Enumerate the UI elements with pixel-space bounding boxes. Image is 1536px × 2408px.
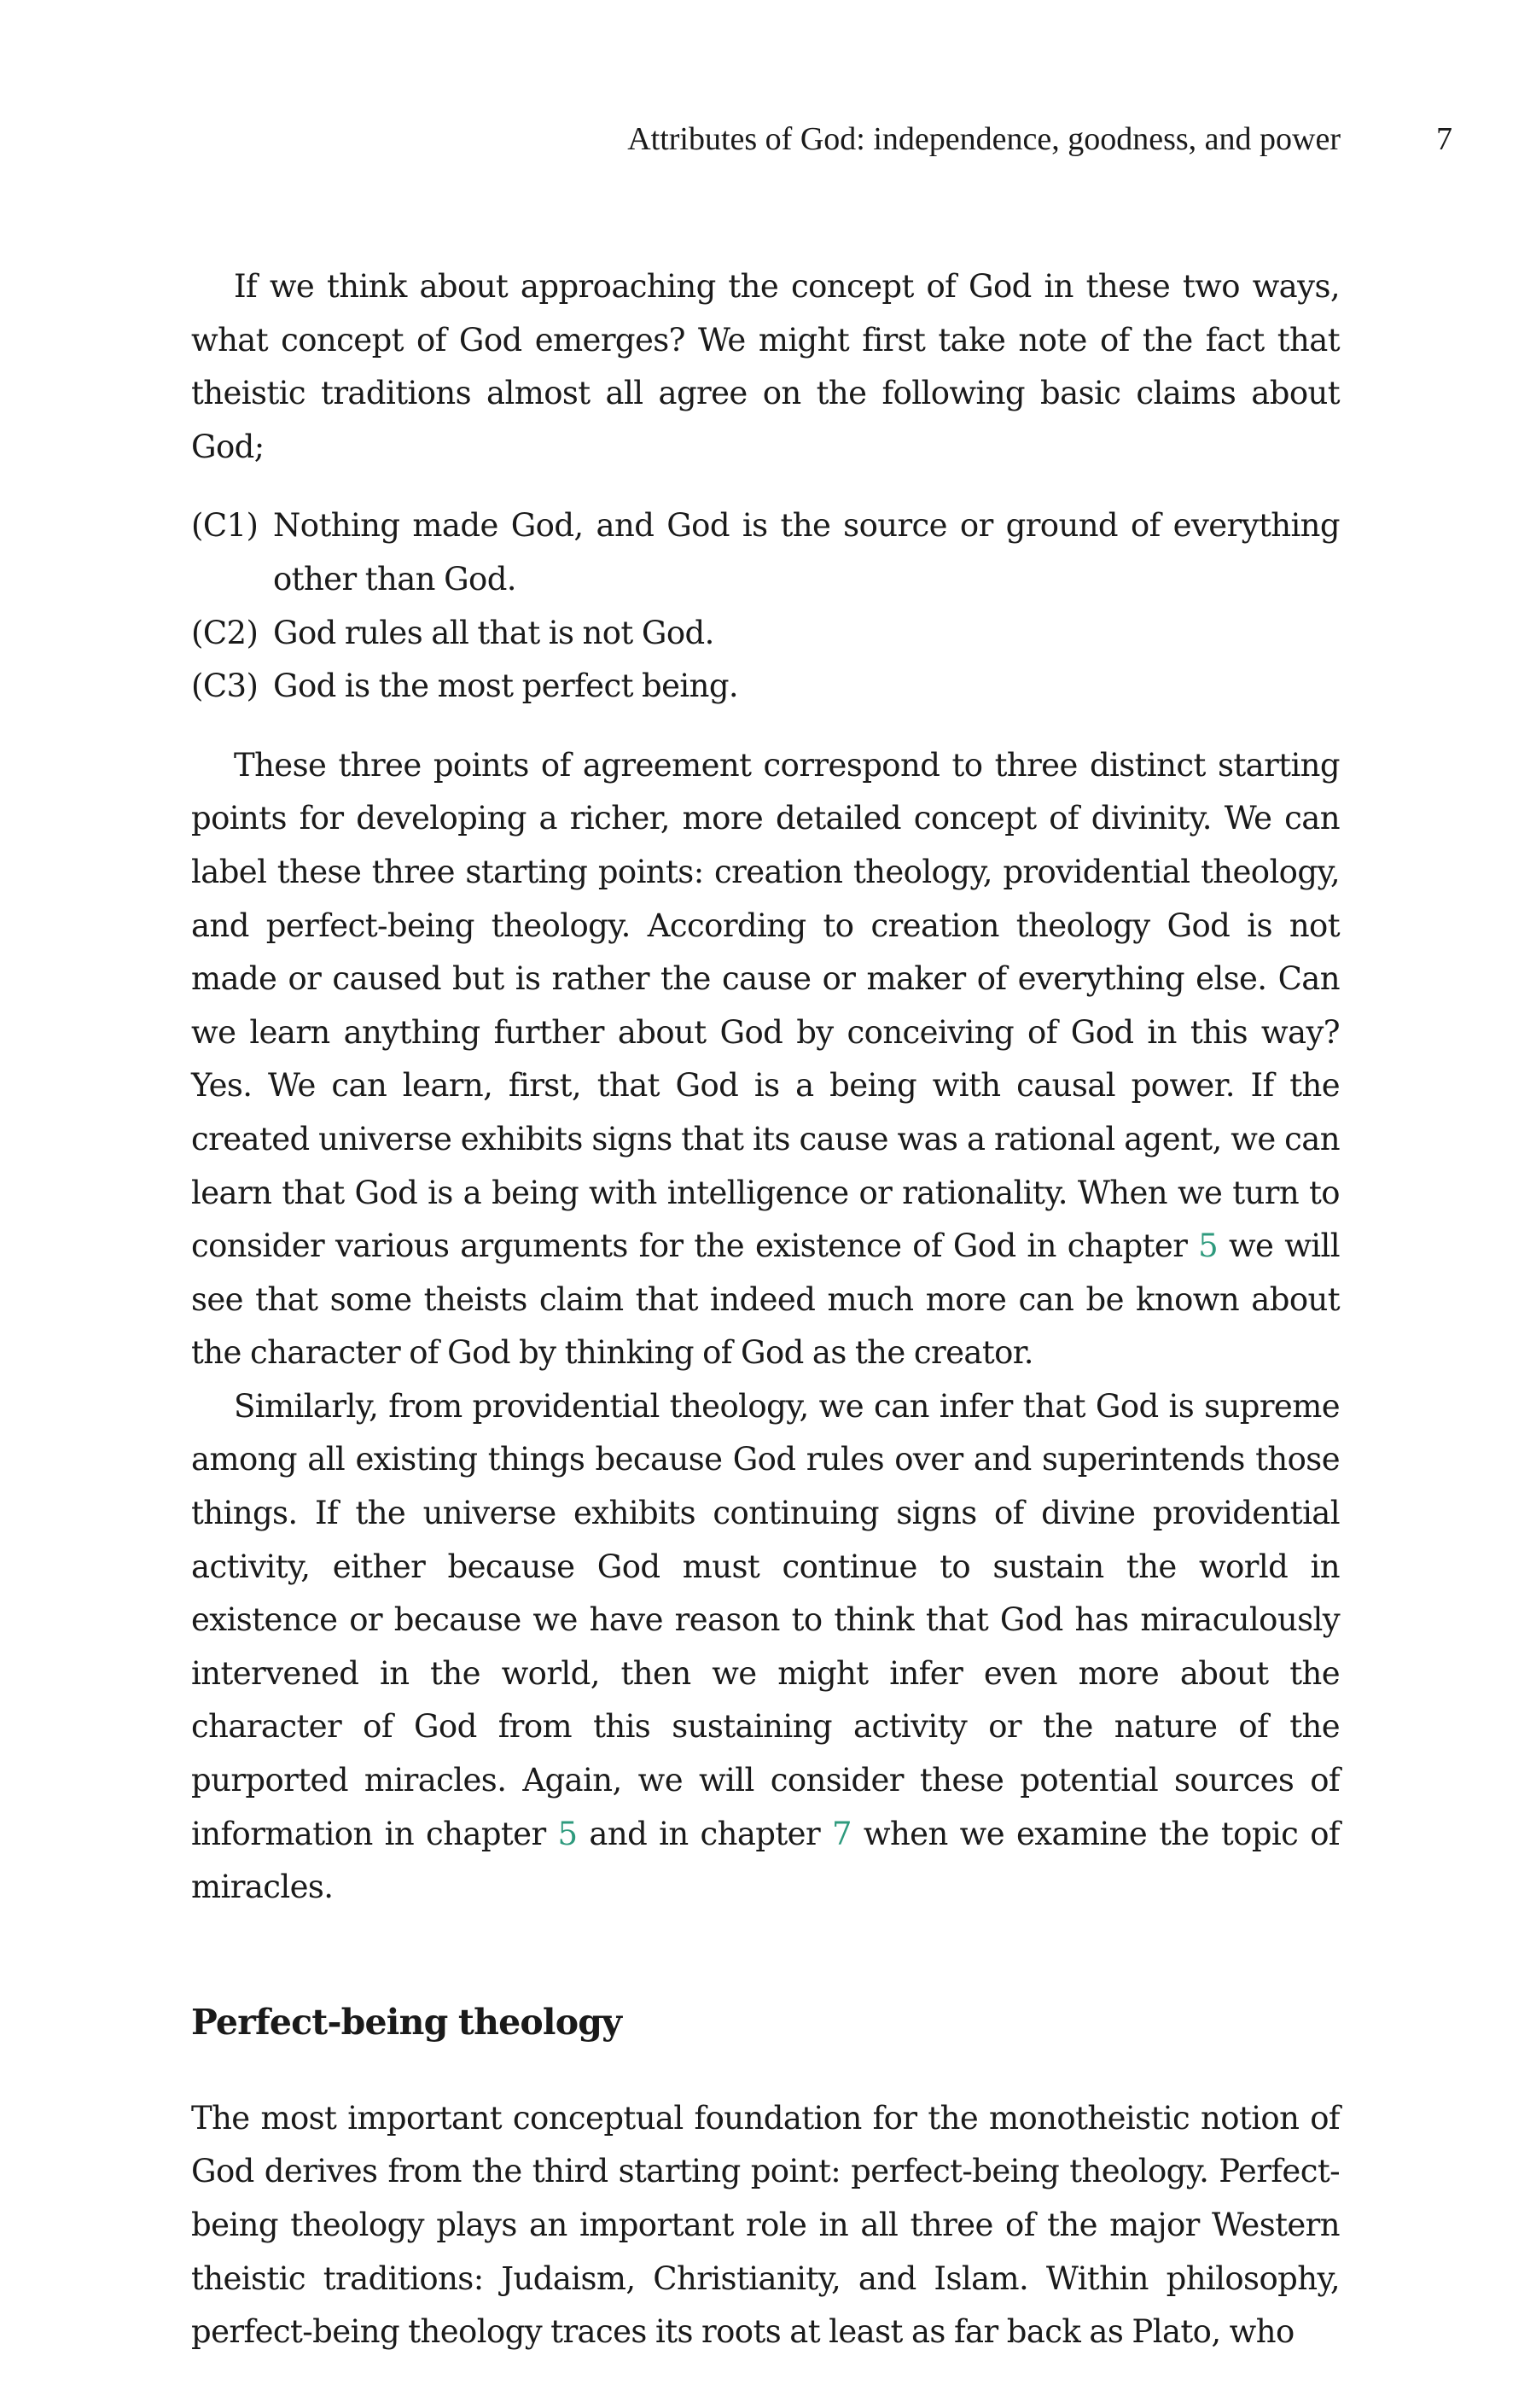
chapter-5-link[interactable]: 5	[1198, 1227, 1219, 1265]
claim-item-c2	[191, 607, 1340, 661]
intro-paragraph: If we think about approaching the concept of God in these two ways, what concept of God emerges? We might first take note of the fact that theistic traditions almost all agree on the following basic claims about God;	[191, 268, 1340, 465]
body-text	[191, 260, 1340, 2359]
section-heading: Perfect-being theology	[191, 2001, 622, 2043]
running-head-title: Attributes of God: independence, goodness, and power	[627, 121, 1341, 157]
claim-label: (C1)	[191, 507, 259, 545]
paragraph-providential	[191, 1380, 1340, 1915]
claims-list	[191, 499, 1340, 713]
claim-text: Nothing made God, and God is the source or ground of everything other than God.	[273, 507, 1340, 598]
chapter-5-link[interactable]: 5	[557, 1815, 578, 1852]
chapter-7-link[interactable]: 7	[831, 1815, 852, 1852]
claim-label: (C3)	[191, 668, 259, 705]
claim-item-c3	[191, 660, 1340, 714]
claim-text: God rules all that is not God.	[273, 614, 714, 651]
running-head	[191, 118, 1452, 160]
claim-item-c1	[191, 499, 1340, 606]
paragraph-starting-points	[191, 739, 1340, 1380]
paragraph-text: Similarly, from providential theology, we can infer that God is supreme among all existing things because God rules over and superintends those things. If the universe exhibits continuing signs of divine providential activity, either because God must continue to sustain the world in existence or because we have reason to think that God has miraculously intervened in the world, then we might infer even more about the character of God from this sustaining activity or the nature of the purported miracles. Again, we will consider these potential sources of information in chapter	[191, 1387, 1340, 1852]
claim-label: (C2)	[191, 614, 259, 651]
claim-text: God is the most perfect being.	[273, 668, 739, 705]
paragraph-text: and in chapter	[589, 1815, 821, 1852]
paragraph-text: we will see that some theists claim that indeed much more can be known about the character of God by thinking of God as the creator.	[191, 1227, 1340, 1372]
page-number: 7	[1436, 121, 1452, 157]
paragraph-perfect-being: The most important conceptual foundation for the monotheistic notion of God derives from the third starting point: perfect-being theology. Perfect-being theology plays an important role in all three of the major Western theistic traditions: Judaism, Christianity, and Islam. Within philosophy, perfect-being theology traces its roots at least as far back as Plato, who	[191, 2099, 1340, 2351]
paragraph-text: These three points of agreement correspond to three distinct starting points for developing a richer, more detailed concept of divinity. We can label these three starting points: creation theology, providential theology, and perfect-being theology. According to creation theology God is not made or caused but is rather the cause or maker of everything else. Can we learn anything further about God by conceiving of God in this way? Yes. We can learn, first, that God is a being with causal power. If the created universe exhibits signs that its cause was a rational agent, we can learn that God is a being with intelligence or rationality. When we turn to consider various arguments for the existence of God in chapter	[191, 746, 1340, 1265]
paragraph-text: when we examine the topic of miracles.	[191, 1815, 1340, 1906]
